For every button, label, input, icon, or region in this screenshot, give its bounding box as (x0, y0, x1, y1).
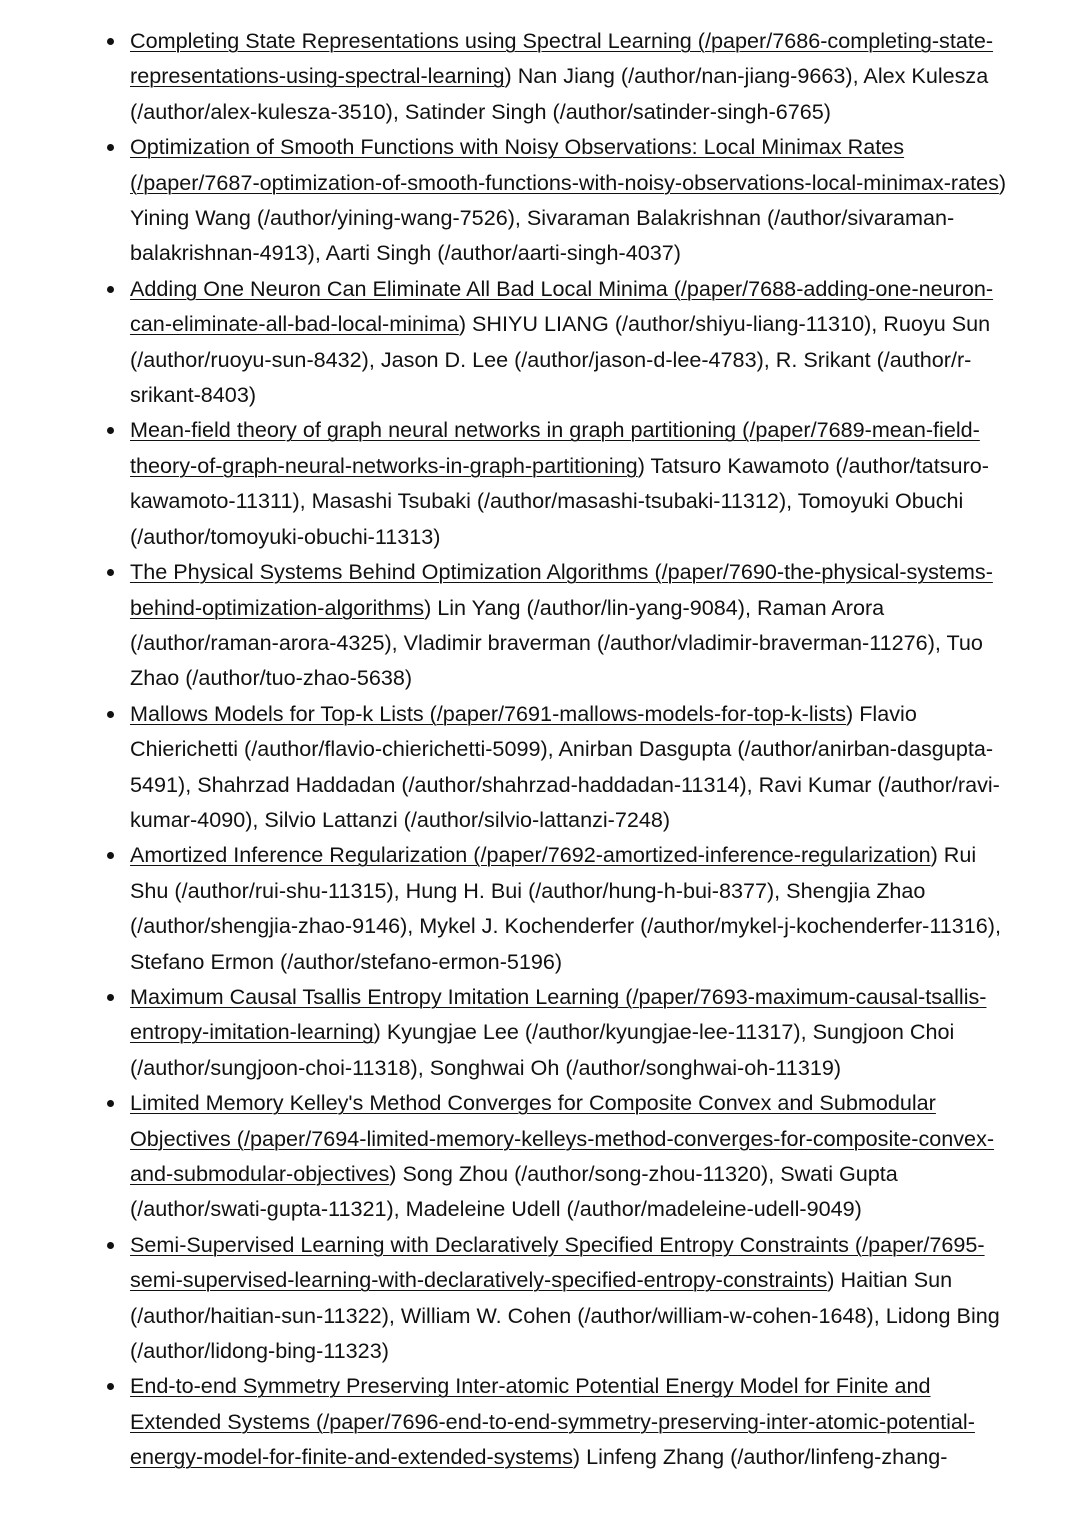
paper-authors: ) Yining Wang (/author/yining-wang-7526), Sivaraman Balakrishnan (/author/sivaraman-balakrishnan-4913), Aarti Singh (/author/aarti-singh-4037) (130, 169, 1007, 266)
paper-title-link[interactable]: Limited Memory Kelley's Method Converges for Composite Convex and Submodular Objectives (/paper/7694-limited-memory-kelleys-method-converges-for-composite-convex-and-submodular-objectives (130, 1090, 995, 1186)
paper-authors: ) Rui Shu (/author/rui-shu-11315), Hung H. Bui (/author/hung-h-bui-8377), Shengjia Zhao (/author/shengjia-zhao-9146), Mykel J. Kochenderfer (/author/mykel-j-kochenderfer-11316), Stefano Ermon (/author/stefano-ermon-5196) (130, 842, 1001, 974)
bullet-icon (107, 38, 114, 45)
list-item (130, 979, 1010, 1085)
paper-title-link[interactable]: Maximum Causal Tsallis Entropy Imitation Learning (/paper/7693-maximum-causal-tsallis-entropy-imitation-learning (130, 983, 987, 1045)
bullet-icon (107, 711, 114, 718)
bullet-icon (107, 1383, 114, 1390)
list-item (130, 1085, 1010, 1227)
list-item (130, 129, 1010, 271)
bullet-icon (107, 427, 114, 434)
paper-authors: ) Tatsuro Kawamoto (/author/tatsuro-kawamoto-11311), Masashi Tsubaki (/author/masashi-tsubaki-11312), Tomoyuki Obuchi (/author/tomoyuki-obuchi-11313) (130, 452, 989, 549)
list-item (130, 696, 1010, 838)
paper-authors: ) Nan Jiang (/author/nan-jiang-9663), Alex Kulesza (/author/alex-kulesza-3510), Satinder Singh (/author/satinder-singh-6765) (130, 63, 989, 124)
paper-authors: ) Haitian Sun (/author/haitian-sun-11322), William W. Cohen (/author/william-w-cohen-1648), Lidong Bing (/author/lidong-bing-11323) (130, 1267, 1000, 1364)
paper-title-link[interactable]: Completing State Representations using Spectral Learning (/paper/7686-completing-state-representations-using-spectral-learning (130, 28, 994, 89)
list-item (130, 1368, 1010, 1474)
paper-title-link[interactable]: Optimization of Smooth Functions with Noisy Observations: Local Minimax Rates (/paper/7687-optimization-of-smooth-functions-with-noisy-observations-local-minimax-rates (130, 134, 999, 195)
paper-authors: ) Flavio Chierichetti (/author/flavio-chierichetti-5099), Anirban Dasgupta (/author/anirban-dasgupta-5491), Shahrzad Haddadan (/author/shahrzad-haddadan-11314), Ravi Kumar (/author/ravi-kumar-4090), Silvio Lattanzi (/author/silvio-lattanzi-7248) (130, 700, 1000, 832)
paper-authors: ) Song Zhou (/author/song-zhou-11320), Swati Gupta (/author/swati-gupta-11321), Madeleine Udell (/author/madeleine-udell-9049) (130, 1161, 898, 1222)
bullet-icon (107, 569, 114, 576)
paper-authors: ) SHIYU LIANG (/author/shiyu-liang-11310), Ruoyu Sun (/author/ruoyu-sun-8432), Jason D. Lee (/author/jason-d-lee-4783), R. Srikant (/author/r-srikant-8403) (130, 311, 991, 408)
paper-title-link[interactable]: Semi-Supervised Learning with Declaratively Specified Entropy Constraints (/paper/7695-semi-supervised-learning-with-declaratively-specified-entropy-constraints (130, 1231, 985, 1293)
paper-title-link[interactable]: The Physical Systems Behind Optimization Algorithms (/paper/7690-the-physical-systems-behind-optimization-algorithms (130, 559, 993, 620)
paper-authors: ) Kyungjae Lee (/author/kyungjae-lee-11317), Sungjoon Choi (/author/sungjoon-choi-11318), Songhwai Oh (/author/songhwai-oh-11319) (130, 1019, 955, 1080)
paper-title-link[interactable]: Mean-field theory of graph neural networks in graph partitioning (/paper/7689-mean-field-theory-of-graph-neural-networks-in-graph-partitioning (130, 417, 980, 478)
list-item (130, 23, 1010, 129)
bullet-icon (107, 994, 114, 1001)
bullet-icon (107, 852, 114, 859)
bullet-icon (107, 1100, 114, 1107)
bullet-icon (107, 286, 114, 293)
paper-authors: ) Linfeng Zhang (/author/linfeng-zhang- (572, 1444, 948, 1470)
list-item (130, 837, 1010, 979)
paper-title-link[interactable]: Adding One Neuron Can Eliminate All Bad Local Minima (/paper/7688-adding-one-neuron-can-eliminate-all-bad-local-minima (130, 275, 994, 337)
list-item (130, 1227, 1010, 1369)
bullet-icon (107, 144, 114, 151)
paper-title-link[interactable]: Mallows Models for Top-k Lists (/paper/7691-mallows-models-for-top-k-lists (130, 700, 847, 726)
paper-title-link[interactable]: Amortized Inference Regularization (/paper/7692-amortized-inference-regularization (130, 842, 931, 868)
list-item (130, 271, 1010, 413)
paper-list (0, 23, 1010, 1475)
list-item (130, 412, 1010, 554)
paper-title-link[interactable]: End-to-end Symmetry Preserving Inter-atomic Potential Energy Model for Finite and Extended Systems (/paper/7696-end-to-end-symmetry-preserving-inter-atomic-potential-energy-model-for-finite-and-extended-systems (130, 1373, 975, 1470)
paper-authors: ) Lin Yang (/author/lin-yang-9084), Raman Arora (/author/raman-arora-4325), Vladimir braverman (/author/vladimir-braverman-11276), Tuo Zhao (/author/tuo-zhao-5638) (130, 594, 983, 691)
bullet-icon (107, 1242, 114, 1249)
list-item (130, 554, 1010, 696)
